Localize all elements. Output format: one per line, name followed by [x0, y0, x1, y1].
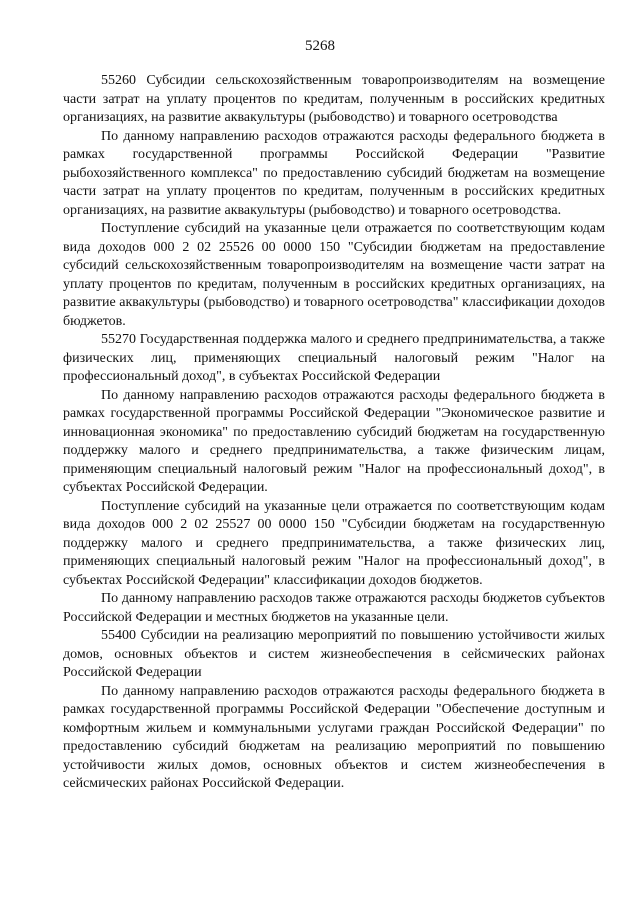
document-body [63, 72, 605, 794]
paragraph-55260-heading: 55260 Субсидии сельскохозяйственным товаропроизводителям на возмещение части затрат на уплату процентов по кредитам, полученным в российских кредитных организациях, на развитие аквакультуры (рыбоводство) и товарного осетроводства [63, 73, 605, 125]
paragraph-55260-expenses: По данному направлению расходов отражаются расходы федерального бюджета в рамках государственной программы Российской Федерации "Развитие рыбохозяйственного комплекса" по предоставлению субсидий бюджетам на возмещение части затрат на уплату процентов по кредитам, полученным в российских кредитных организациях, на развитие аквакультуры (рыбоводство) и товарного осетроводства. [63, 128, 605, 218]
paragraph-55400-heading: 55400 Субсидии на реализацию мероприятий по повышению устойчивости жилых домов, основных объектов и систем жизнеобеспечения в сейсмических районах Российской Федерации [63, 628, 605, 680]
paragraph-55270-income: Поступление субсидий на указанные цели отражается по соответствующим кодам вида доходов 000 2 02 25527 00 0000 150 "Субсидии бюджетам на государственную поддержку малого и среднего предпринимательства, а также физических лиц, применяющих специальный налоговый режим "Налог на профессиональный доход", в субъектах Российской Федерации" классификации доходов бюджетов. [63, 498, 605, 588]
paragraph-55400-expenses: По данному направлению расходов отражаются расходы федерального бюджета в рамках государственной программы Российской Федерации "Обеспечение доступным и комфортным жильем и коммунальными услугами граждан Российской Федерации" по предоставлению субсидий бюджетам на реализацию мероприятий по повышению устойчивости жилых домов, основных объектов и систем жизнеобеспечения в сейсмических районах Российской Федерации. [63, 683, 605, 791]
paragraph-55270-heading: 55270 Государственная поддержка малого и среднего предпринимательства, а также физических лиц, применяющих специальный налоговый режим "Налог на профессиональный доход", в субъектах Российской Федерации [63, 332, 605, 384]
page-number: 5268 [305, 38, 335, 54]
paragraph-55270-regional: По данному направлению расходов также отражаются расходы бюджетов субъектов Российской Федерации и местных бюджетов на указанные цели. [63, 591, 605, 625]
paragraph-55270-expenses: По данному направлению расходов отражаются расходы федерального бюджета в рамках государственной программы Российской Федерации "Экономическое развитие и инновационная экономика" по предоставлению субсидий бюджетам на государственную поддержку малого и среднего предпринимательства, а также физическим лицам, применяющим специальный налоговый режим "Налог на профессиональный доход", в субъектах Российской Федерации. [63, 387, 605, 495]
paragraph-55260-income: Поступление субсидий на указанные цели отражается по соответствующим кодам вида доходов 000 2 02 25526 00 0000 150 "Субсидии бюджетам на предоставление субсидий сельскохозяйственным товаропроизводителям на возмещение части затрат на уплату процентов по кредитам, полученным в российских кредитных организациях, на развитие аквакультуры (рыбоводство) и товарного осетроводства" классификации доходов бюджетов. [63, 221, 605, 329]
